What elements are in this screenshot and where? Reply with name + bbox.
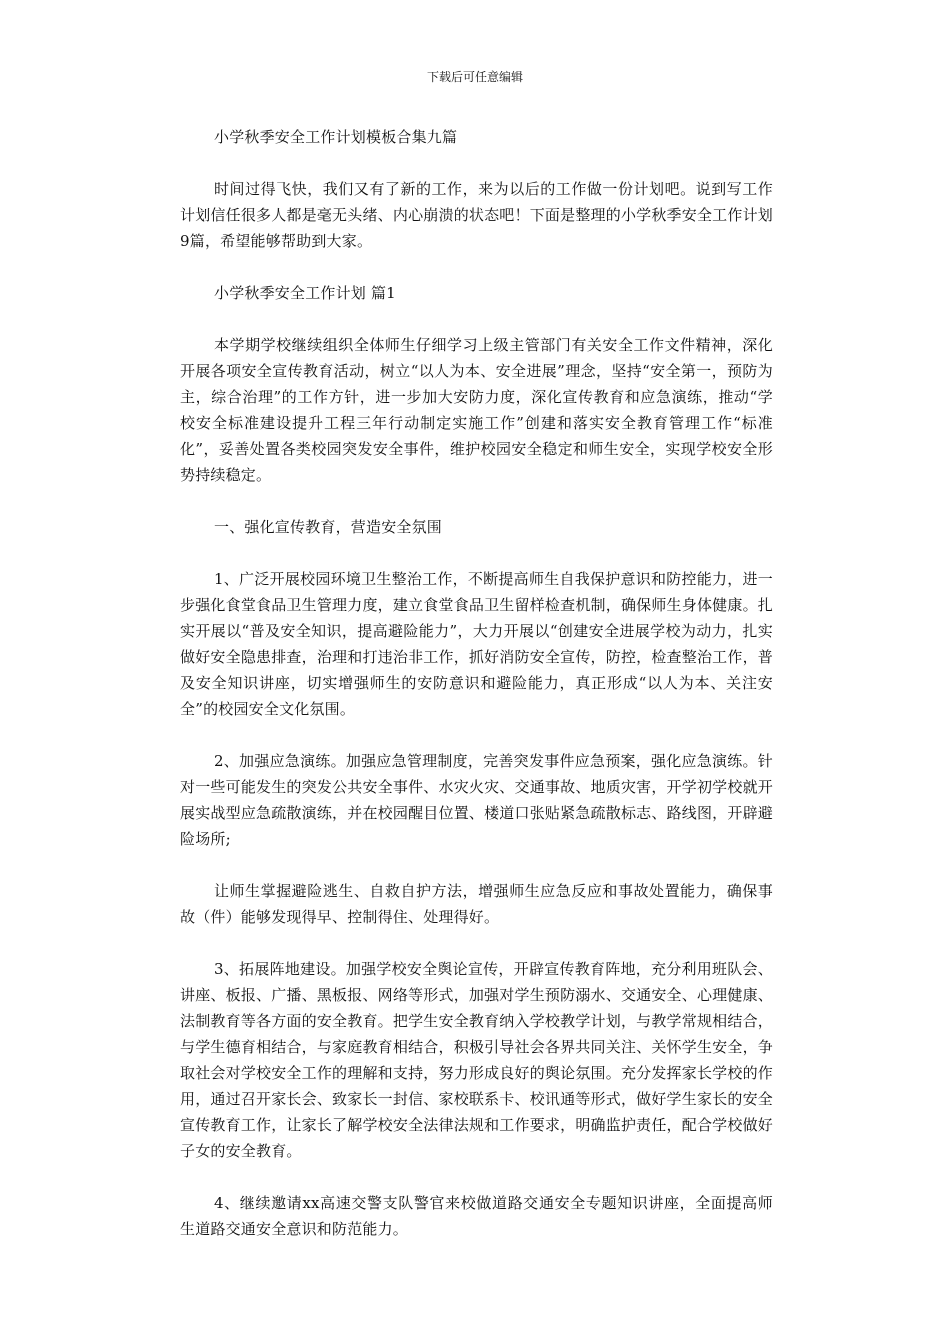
- overview-paragraph: 本学期学校继续组织全体师生仔细学习上级主管部门有关安全工作文件精神，深化开展各项安全宣传教育活动，树立“以人为本、安全进展”理念，坚持“安全第一，预防为主，综合治理”的工作方针，进一步加大安防力度，深化宣传教育和应急演练，推动“学校安全标准建设提升工程三年行动制定实施工作”创建和落实安全教育管理工作“标准化”，妥善处置各类校园突发安全事件，维护校园安全稳定和师生安全，实现学校安全形势持续稳定。: [180, 336, 773, 484]
- item-3-paragraph: 3、拓展阵地建设。加强学校安全舆论宣传，开辟宣传教育阵地，充分利用班队会、讲座、板报、广播、黑板报、网络等形式，加强对学生预防溺水、交通安全、心理健康、法制教育等各方面的安全教育。把学生安全教育纳入学校教学计划，与教学常规相结合，与学生德育相结合，与家庭教育相结合，积极引导社会各界共同关注、关怀学生安全，争取社会对学校安全工作的理解和支持，努力形成良好的舆论氛围。充分发挥家长学校的作用，通过召开家长会、致家长一封信、家校联系卡、校讯通等形式，做好学生家长的安全宣传教育工作，让家长了解学校安全法律法规和工作要求，明确监护责任，配合学校做好子女的安全教育。: [180, 960, 773, 1160]
- document-title: 小学秋季安全工作计划模板合集九篇: [214, 128, 458, 146]
- item-2-paragraph: 2、加强应急演练。加强应急管理制度，完善突发事件应急预案，强化应急演练。针对一些可能发生的突发公共安全事件、水灾火灾、交通事故、地质灾害，开学初学校就开展实战型应急疏散演练，并在校园醒目位置、楼道口张贴紧急疏散标志、路线图，开辟避险场所;: [180, 752, 773, 848]
- item-4-paragraph: 4、继续邀请xx高速交警支队警官来校做道路交通安全专题知识讲座，全面提高师生道路交通安全意识和防范能力。: [180, 1194, 773, 1238]
- item-1-paragraph: 1、广泛开展校园环境卫生整治工作，不断提高师生自我保护意识和防控能力，进一步强化食堂食品卫生管理力度，建立食堂食品卫生留样检查机制，确保师生身体健康。扎实开展以“普及安全知识，提高避险能力”，大力开展以“创建安全进展学校为动力，扎实做好安全隐患排查，治理和打违治非工作，抓好消防安全宣传，防控，检查整治工作，普及安全知识讲座，切实增强师生的安防意识和避险能力，真正形成“以人为本、关注安全”的校园安全文化氛围。: [180, 570, 773, 718]
- heading-1: 一、强化宣传教育，营造安全氛围: [214, 518, 443, 536]
- item-2-continuation: 让师生掌握避险逃生、自救自护方法，增强师生应急反应和事故处置能力，确保事故（件）能够发现得早、控制得住、处理得好。: [180, 882, 773, 926]
- document-body: [180, 124, 773, 1268]
- section-title: 小学秋季安全工作计划 篇1: [214, 284, 396, 302]
- download-note: 下载后可任意编辑: [426, 70, 523, 84]
- intro-paragraph: 时间过得飞快，我们又有了新的工作，来为以后的工作做一份计划吧。说到写工作计划信任很多人都是毫无头绪、内心崩溃的状态吧！下面是整理的小学秋季安全工作计划9篇，希望能够帮助到大家。: [180, 180, 773, 250]
